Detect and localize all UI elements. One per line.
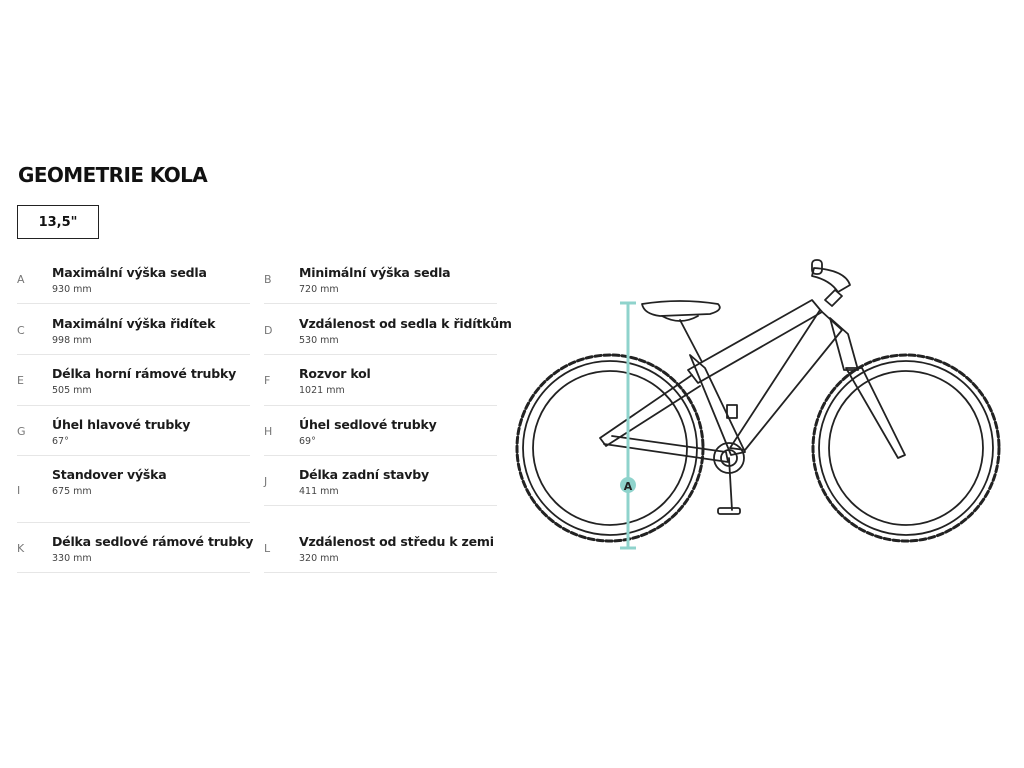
row-label: Maximální výška sedla (52, 265, 207, 280)
saddle-rail (662, 316, 698, 321)
rear-tire (517, 355, 703, 541)
row-label: Délka zadní stavby (299, 467, 429, 482)
head-tube (830, 318, 858, 370)
measurement-a (620, 303, 636, 548)
row-value: 411 mm (299, 486, 339, 497)
chain-stays (604, 436, 728, 462)
row-letter: E (17, 374, 24, 387)
row-value: 720 mm (299, 284, 339, 295)
row-value: 67° (52, 436, 69, 447)
row-letter: L (264, 542, 271, 555)
row-label: Délka horní rámové trubky (52, 366, 237, 381)
row-label: Standover výška (52, 467, 167, 482)
row-letter: D (264, 324, 273, 337)
geometry-row-h (264, 417, 497, 456)
row-letter: H (264, 425, 273, 438)
row-letter: F (264, 374, 271, 387)
row-label: Vzdálenost od středu k zemi (299, 534, 494, 549)
row-value: 675 mm (52, 486, 92, 497)
pedal (718, 508, 740, 514)
geometry-row-k (17, 534, 254, 573)
geometry-row-g (17, 417, 250, 456)
page-title: GEOMETRIE KOLA (18, 163, 208, 187)
row-label: Úhel sedlové trubky (299, 417, 437, 432)
row-value: 320 mm (299, 553, 339, 564)
row-value: 330 mm (52, 553, 92, 564)
front-rim (829, 371, 983, 525)
row-letter: K (17, 542, 25, 555)
geometry-row-b (264, 265, 497, 304)
row-letter: G (17, 425, 26, 438)
frame-size-button[interactable]: 13,5" (17, 205, 99, 239)
stem (825, 290, 842, 306)
front-tire-outline (819, 361, 993, 535)
geometry-row-c (17, 316, 250, 355)
geometry-row-f (264, 366, 497, 406)
row-value: 930 mm (52, 284, 92, 295)
rear-tire-outline (523, 361, 697, 535)
row-value: 505 mm (52, 385, 92, 396)
bike-geometry-diagram (505, 250, 1010, 560)
row-value: 998 mm (52, 335, 92, 346)
geometry-row-d (264, 316, 512, 355)
row-value: 1021 mm (299, 385, 345, 396)
row-value: 530 mm (299, 335, 339, 346)
handlebar (812, 268, 850, 292)
row-label: Minimální výška sedla (299, 265, 451, 280)
fork (846, 368, 905, 458)
row-label: Vzdálenost od sedla k řidítkům (299, 316, 512, 331)
geometry-row-j (264, 467, 497, 506)
row-letter: J (264, 475, 268, 488)
row-label: Úhel hlavové trubky (52, 417, 191, 432)
row-label: Délka sedlové rámové trubky (52, 534, 254, 549)
row-label: Maximální výška řidítek (52, 316, 216, 331)
row-label: Rozvor kol (299, 366, 371, 381)
seat-stays (600, 375, 700, 446)
row-letter: B (264, 273, 272, 286)
geometry-row-a (17, 265, 250, 304)
saddle (642, 301, 720, 316)
geometry-row-l (264, 534, 497, 573)
row-letter: I (17, 484, 21, 497)
geometry-row-e (17, 366, 250, 406)
row-value: 69° (299, 436, 316, 447)
geometry-row-i (17, 467, 250, 523)
measurement-marker-label: A (623, 480, 633, 493)
front-tire (813, 355, 999, 541)
row-letter: A (17, 273, 25, 286)
top-tube (688, 300, 822, 383)
row-letter: C (17, 324, 25, 337)
down-tube (730, 310, 842, 450)
